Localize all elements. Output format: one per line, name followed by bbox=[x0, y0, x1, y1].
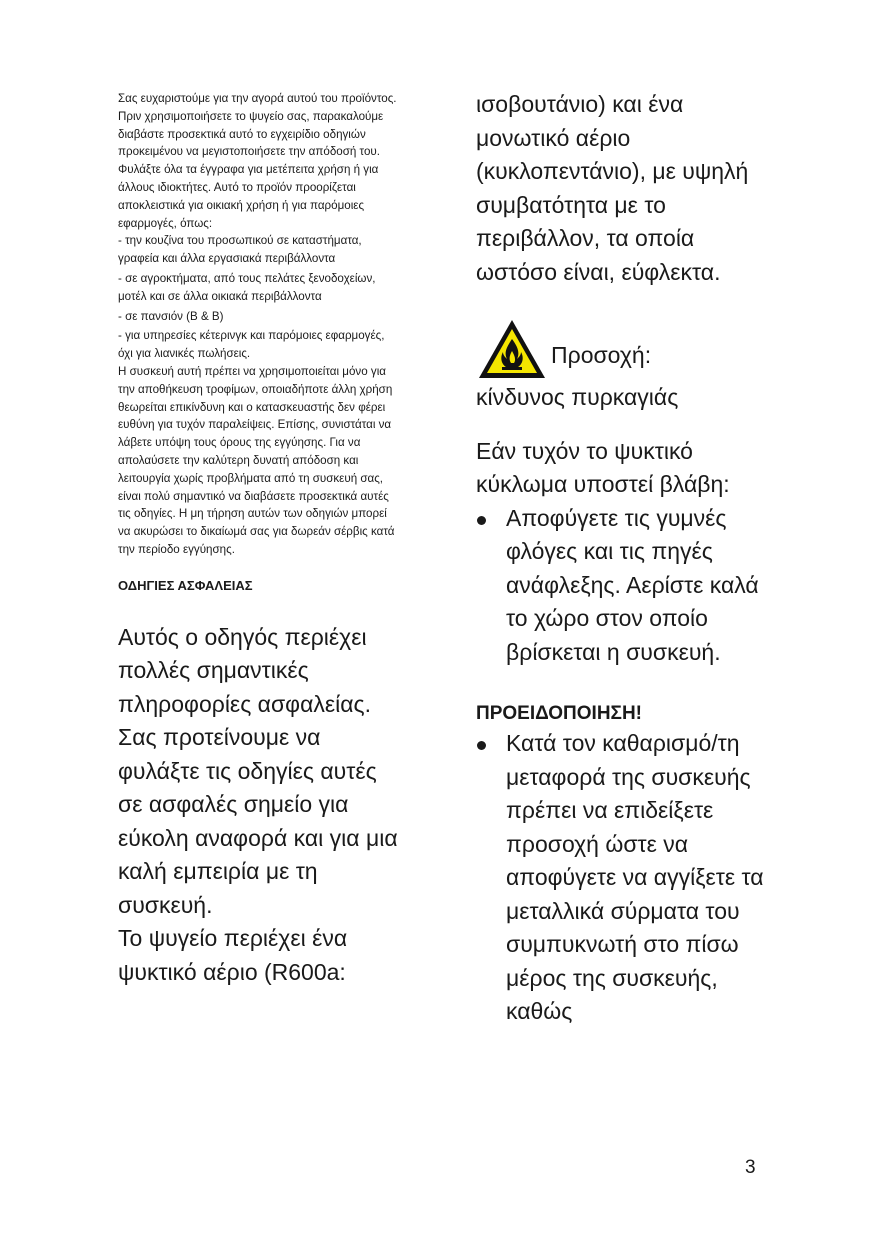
usage-bnb: - σε πανσιόν (B & B) bbox=[118, 309, 224, 323]
intro-warranty: Η συσκευή αυτή πρέπει να χρησιμοποιείται μόνο για την αποθήκευση τροφίμων, οποιαδήποτε άλλη χρήση θεωρείται επικίνδυνη και ο κατασκευαστής δεν φέρει ευθύνη για τυχόν παραλείψεις. Επίσης, συνιστάται να λάβετε υπόψη τους όρους της εγγύησης. Για να απολαύσετε την καλύτερη δυνατή απόδοση και λειτουργία χωρίς προβλήματα από τη συσκευή σας, είναι πολύ σημαντικό να διαβάσετε προσεκτικά αυτές τις οδηγίες. Η μη τήρηση αυτών των οδηγιών μπορεί να ακυρώσει το δικαίωμά σας για δωρεάν σέρβις κατά την περίοδο εγγύησης. bbox=[118, 364, 395, 556]
usage-staff-kitchen: - την κουζίνα του προσωπικού σε καταστήματα, γραφεία και άλλα εργασιακά περιβάλλοντα bbox=[118, 234, 362, 266]
damage-intro: Εάν τυχόν το ψυκτικό κύκλωμα υποστεί βλάβη: bbox=[476, 437, 730, 497]
damage-list bbox=[476, 502, 768, 670]
warning-heading: ΠΡΟΕΙΔΟΠΟΙΗΣΗ! bbox=[476, 703, 642, 724]
right-column bbox=[476, 88, 768, 1029]
safety-heading: ΟΔΗΓΙΕΣ ΑΣΦΑΛΕΙΑΣ bbox=[118, 577, 253, 593]
gas-text: Το ψυγείο περιέχει ένα ψυκτικό αέριο (R600a: bbox=[118, 925, 348, 985]
page-number: 3 bbox=[745, 1157, 756, 1178]
list-item: Αποφύγετε τις γυμνές φλόγες και τις πηγές ανάφλεξης. Αερίστε καλά το χώρο στον οποίο βρίσκεται η συσκευή. bbox=[476, 502, 768, 670]
list-item: Κατά τον καθαρισμό/τη μεταφορά της συσκευής πρέπει να επιδείξετε προσοχή ώστε να αποφύγετε να αγγίξετε τα μεταλλικά σύρματα του συμπυκνωτή στο πίσω μέρος της συσκευής, καθώς bbox=[476, 727, 768, 1029]
fire-warning-subtitle: κίνδυνος πυρκαγιάς bbox=[476, 384, 679, 410]
flammable-warning-icon bbox=[476, 317, 548, 381]
left-column bbox=[118, 90, 400, 989]
intro-thanks: Σας ευχαριστούμε για την αγορά αυτού του προϊόντος. bbox=[118, 92, 397, 105]
intro-instructions: Πριν χρησιμοποιήσετε το ψυγείο σας, παρακαλούμε διαβάστε προσεκτικά αυτό το εγχειρίδιο οδηγιών προκειμένου να μεγιστοποιήσετε την απόδοσή του. Φυλάξτε όλα τα έγγραφα για μετέπειτα χρήση ή για άλλους ιδιοκτήτες. Αυτό το προϊόν προορίζεται αποκλειστικά για οικιακή χρήση ή για παρόμοιες εφαρμογές, όπως: bbox=[118, 109, 384, 230]
gas-continuation: ισοβουτάνιο) και ένα μονωτικό αέριο (κυκλοπεντάνιο), με υψηλή συμβατότητα με το περιβάλλον, τα οποία ωστόσο είναι, εύφλεκτα. bbox=[476, 91, 749, 285]
safety-text: Αυτός ο οδηγός περιέχει πολλές σημαντικές πληροφορίες ασφαλείας. Σας προτείνουμε να φυλάξτε τις οδηγίες αυτές σε ασφαλές σημείο για εύκολη αναφορά και για μια καλή εμπειρία με τη συσκευή. bbox=[118, 623, 398, 918]
fire-warning-title: Προσοχή: bbox=[551, 342, 652, 368]
fire-warning bbox=[476, 317, 768, 381]
usage-farms-hotels: - σε αγροκτήματα, από τους πελάτες ξενοδοχείων, μοτέλ και σε άλλα οικιακά περιβάλλοντα bbox=[118, 271, 376, 303]
usage-catering: - για υπηρεσίες κέτερινγκ και παρόμοιες εφαρμογές, όχι για λιανικές πωλήσεις. bbox=[118, 329, 385, 361]
warning-list bbox=[476, 727, 768, 1029]
